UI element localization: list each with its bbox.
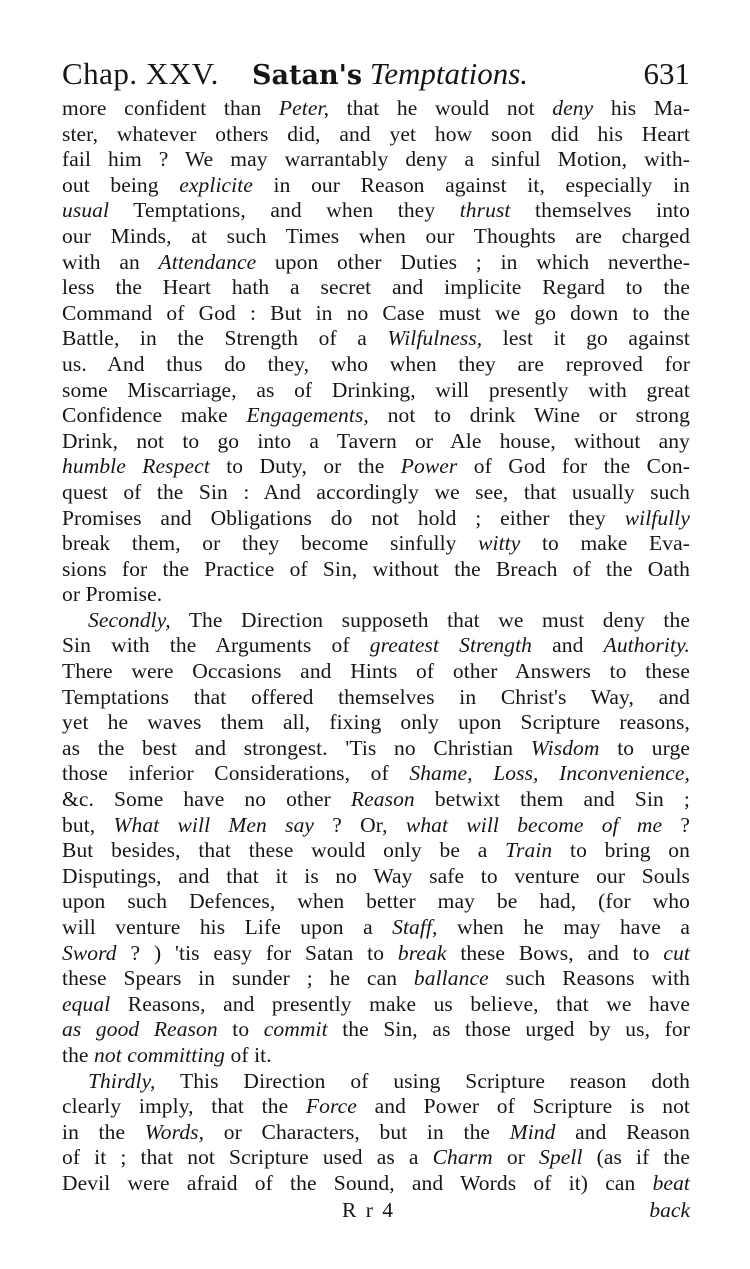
- text-segment: fail him ? We may warrantably deny a sinful Motion, with-: [62, 147, 690, 172]
- italic-segment: Authority.: [603, 633, 690, 658]
- text-line: [62, 275, 690, 301]
- italic-segment: Thirdly,: [88, 1068, 156, 1093]
- italic-segment: Wilfulness,: [387, 326, 483, 351]
- text-segment: to: [217, 1017, 264, 1042]
- text-line: [62, 787, 690, 813]
- text-segment: betwixt them and Sin ;: [414, 787, 690, 812]
- text-segment: &c. Some have no other: [62, 787, 351, 812]
- italic-segment: Mind: [509, 1119, 556, 1144]
- italic-segment: cut: [663, 940, 690, 965]
- text-segment: but,: [62, 812, 114, 837]
- text-segment: of it ; that not Scripture used as a: [62, 1145, 433, 1170]
- italic-segment: usual: [62, 198, 110, 223]
- text-line: [62, 531, 690, 557]
- text-line: [62, 633, 690, 659]
- text-line: [62, 250, 690, 276]
- text-line: [62, 480, 690, 506]
- text-segment: these Bows, and to: [446, 940, 664, 965]
- text-segment: ? ) 'tis easy for Satan to: [116, 940, 398, 965]
- chapter-label: Chap. XXV.: [62, 56, 219, 91]
- text-line: [62, 659, 690, 685]
- text-segment: quest of the Sin : And accordingly we see, that usually such: [62, 479, 690, 504]
- running-title-blackletter: Satan's: [252, 60, 363, 91]
- text-segment: more confident than: [62, 96, 279, 120]
- text-line: [62, 352, 690, 378]
- text-line: [62, 96, 690, 122]
- text-segment: as the best and strongest. 'Tis no Christian: [62, 735, 531, 760]
- text-segment: The Direction supposeth that we must deny the: [170, 607, 690, 632]
- italic-segment: thrust: [459, 198, 511, 223]
- italic-segment: Shame, Loss, Inconvenience,: [409, 761, 690, 786]
- text-segment: out being: [62, 172, 180, 197]
- text-segment: to Duty, or the: [209, 454, 401, 479]
- italic-segment: deny: [552, 96, 594, 120]
- italic-segment: Attendance: [158, 249, 257, 274]
- italic-segment: humble Respect: [62, 454, 210, 479]
- text-line: [62, 685, 690, 711]
- text-segment: Promises and Obligations do not hold ; either they: [62, 505, 625, 530]
- text-segment: that he would not: [329, 96, 553, 120]
- text-line: [62, 813, 690, 839]
- text-segment: when he may have a: [437, 915, 690, 939]
- text-segment: in the: [62, 1119, 145, 1144]
- text-line: [62, 506, 690, 532]
- italic-segment: as good Reason: [62, 1017, 218, 1042]
- text-segment: Disputings, and that it is no Way safe to venture our Souls: [62, 863, 690, 888]
- text-segment: of it.: [225, 1042, 272, 1067]
- italic-segment: Charm: [432, 1145, 493, 1170]
- italic-segment: Power: [400, 454, 458, 479]
- text-line: [62, 941, 690, 967]
- text-line: [62, 864, 690, 890]
- text-line: [62, 992, 690, 1018]
- text-segment: not to drink Wine or strong: [368, 403, 690, 428]
- page-number: 631: [643, 56, 690, 91]
- text-segment: (as if the: [582, 1145, 690, 1170]
- text-segment: in our Reason against it, especially in: [252, 172, 690, 197]
- text-segment: less the Heart hath a secret and implicite Regard to the: [62, 275, 690, 300]
- text-segment: Reasons, and presently make us believe, that we have: [110, 991, 690, 1016]
- text-segment: those inferior Considerations, of: [62, 761, 410, 786]
- text-segment: lest it go against: [482, 326, 691, 351]
- text-segment: There were Occasions and Hints of other Answers to these: [62, 659, 690, 684]
- text-segment: Temptations, and when they: [109, 198, 460, 223]
- text-segment: and Reason: [555, 1119, 691, 1144]
- text-line: [62, 838, 690, 864]
- text-line: [62, 582, 690, 608]
- text-segment: us. And thus do they, who when they are reproved for: [62, 351, 690, 376]
- text-line: [62, 403, 690, 429]
- italic-segment: Secondly,: [88, 607, 171, 632]
- text-segment: his Ma-: [593, 96, 691, 120]
- running-title-italic: Temptations.: [369, 56, 529, 91]
- text-segment: will venture his Life upon a: [62, 915, 393, 939]
- italic-segment: beat: [652, 1170, 690, 1195]
- text-segment: the: [62, 1042, 95, 1067]
- italic-segment: ballance: [413, 966, 489, 991]
- text-segment: the Sin, as those urged by us, for: [327, 1017, 690, 1042]
- text-segment: yet he waves them all, fixing only upon Scripture reasons,: [62, 710, 690, 735]
- italic-segment: what will become of me: [405, 812, 663, 837]
- text-segment: upon such Defences, when better may be had, (for who: [62, 889, 690, 914]
- text-segment: Battle, in the Strength of a: [62, 326, 388, 351]
- text-segment: break them, or they become sinfully: [62, 531, 479, 556]
- text-segment: or: [492, 1145, 540, 1170]
- page-footer: [62, 1197, 690, 1225]
- italic-segment: Words,: [144, 1119, 205, 1144]
- text-segment: Drink, not to go into a Tavern or Ale house, without any: [62, 428, 690, 453]
- italic-segment: not committing: [94, 1042, 226, 1067]
- italic-segment: explicite: [179, 172, 253, 197]
- italic-segment: Reason: [350, 787, 415, 812]
- text-line: [62, 736, 690, 762]
- text-line: [62, 966, 690, 992]
- text-line: [62, 429, 690, 455]
- text-line: [62, 122, 690, 148]
- text-line: [62, 1171, 690, 1197]
- italic-segment: break: [397, 940, 447, 965]
- text-segment: with an: [62, 249, 159, 274]
- italic-segment: Staff,: [392, 915, 438, 939]
- text-segment: This Direction of using Scripture reason doth: [155, 1068, 690, 1093]
- text-line: [62, 710, 690, 736]
- text-segment: these Spears in sunder ; he can: [62, 966, 414, 991]
- text-segment: ?: [662, 812, 690, 837]
- text-segment: But besides, that these would only be a: [62, 838, 506, 863]
- italic-segment: wilfully: [624, 505, 690, 530]
- catchword: back: [649, 1197, 690, 1222]
- text-line: [62, 301, 690, 327]
- text-segment: Devil were afraid of the Sound, and Words of it) can: [62, 1170, 653, 1195]
- text-segment: Temptations that offered themselves in Christ's Way, and: [62, 684, 690, 709]
- text-line: [62, 1145, 690, 1171]
- text-segment: ? Or,: [314, 812, 406, 837]
- text-segment: sions for the Practice of Sin, without the Breach of the Oath: [62, 556, 690, 581]
- text-segment: to make Eva-: [520, 531, 691, 556]
- text-line: [62, 889, 690, 915]
- italic-segment: Force: [305, 1094, 357, 1119]
- italic-segment: Train: [505, 838, 553, 863]
- text-segment: themselves into: [510, 198, 690, 223]
- text-line: [62, 915, 690, 941]
- running-title: [252, 52, 528, 98]
- text-line: [62, 1069, 690, 1095]
- italic-segment: commit: [263, 1017, 328, 1042]
- text-line: [62, 557, 690, 583]
- text-line: [62, 198, 690, 224]
- body-text: [62, 96, 690, 1197]
- text-line: [62, 147, 690, 173]
- italic-segment: Sword: [62, 940, 117, 965]
- text-segment: to bring on: [552, 838, 690, 863]
- text-segment: Command of God : But in no Case must we go down to the: [62, 300, 690, 325]
- text-segment: and: [532, 633, 604, 658]
- text-line: [62, 224, 690, 250]
- text-segment: such Reasons with: [488, 966, 691, 991]
- text-segment: or Characters, but in the: [204, 1119, 510, 1144]
- text-segment: clearly imply, that the: [62, 1094, 306, 1119]
- text-line: [62, 378, 690, 404]
- text-line: [62, 761, 690, 787]
- italic-segment: Wisdom: [530, 735, 600, 760]
- italic-segment: witty: [478, 531, 521, 556]
- italic-segment: What will Men say: [113, 812, 315, 837]
- running-header: [62, 52, 690, 96]
- text-line: [62, 1094, 690, 1120]
- text-segment: ster, whatever others did, and yet how soon did his Heart: [62, 121, 690, 146]
- text-segment: Sin with the Arguments of: [62, 633, 370, 658]
- text-line: [62, 454, 690, 480]
- text-segment: and Power of Scripture is not: [356, 1094, 690, 1119]
- text-line: [62, 1043, 690, 1069]
- text-line: [62, 1017, 690, 1043]
- italic-segment: equal: [62, 991, 111, 1016]
- signature-mark: R r 4: [342, 1197, 395, 1222]
- text-segment: Confidence make: [62, 403, 247, 428]
- text-line: [62, 608, 690, 634]
- text-segment: some Miscarriage, as of Drinking, will presently with great: [62, 377, 690, 402]
- italic-segment: Peter,: [278, 96, 330, 120]
- italic-segment: Spell: [539, 1145, 583, 1170]
- text-line: [62, 1120, 690, 1146]
- text-segment: or Promise.: [62, 582, 163, 607]
- text-segment: of God for the Con-: [457, 454, 691, 479]
- text-line: [62, 173, 690, 199]
- italic-segment: greatest Strength: [369, 633, 532, 658]
- text-segment: to urge: [599, 735, 691, 760]
- text-segment: our Minds, at such Times when our Thoughts are charged: [62, 223, 690, 248]
- text-segment: upon other Duties ; in which neverthe-: [256, 249, 690, 274]
- text-line: [62, 326, 690, 352]
- italic-segment: Engagements,: [246, 403, 369, 428]
